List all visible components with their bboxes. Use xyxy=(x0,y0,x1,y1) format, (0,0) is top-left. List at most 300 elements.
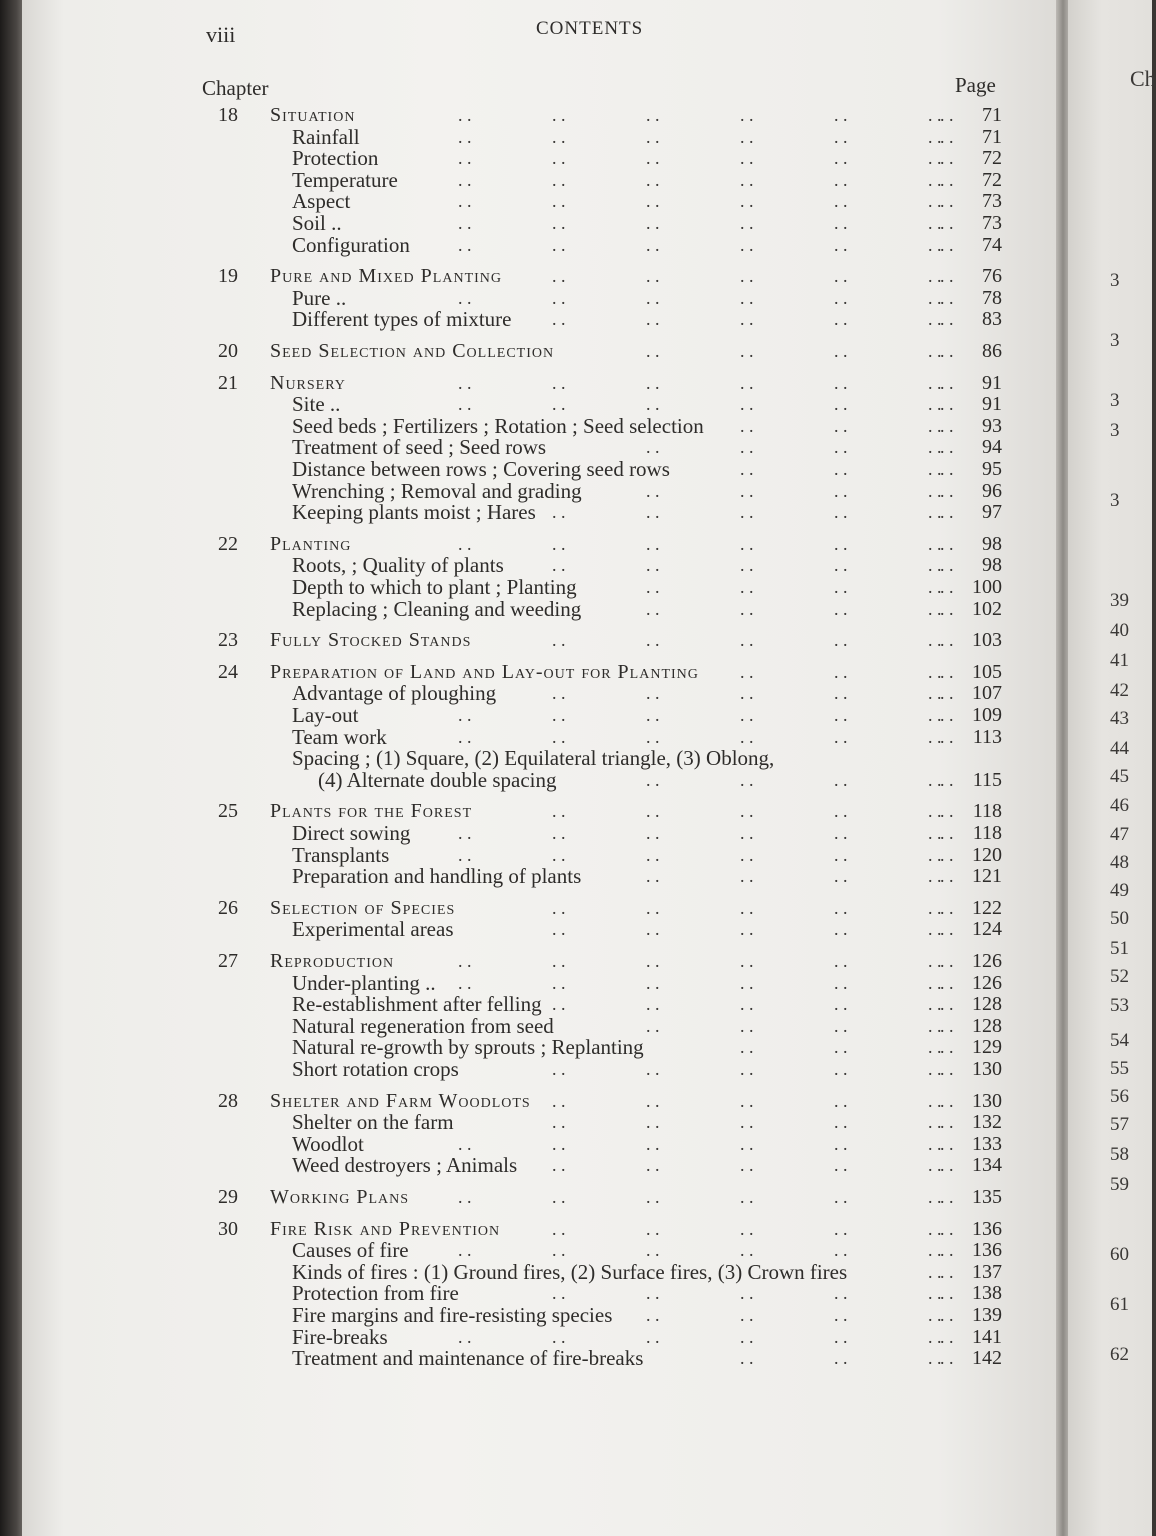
leader-dot: . . xyxy=(458,705,472,725)
leader-dot: . . xyxy=(940,1305,954,1325)
leader-dot: . . xyxy=(834,801,848,822)
chapter-number: 21 xyxy=(218,371,238,394)
leader-dot: . . xyxy=(928,341,942,361)
facing-page-number: 54 xyxy=(1110,1030,1129,1051)
leader-dot: . . xyxy=(646,437,660,458)
section-title: Temperature xyxy=(292,167,398,192)
leader-dot: . . xyxy=(928,1305,942,1325)
leader-dot: . . xyxy=(928,1348,942,1369)
leader-dot: . . xyxy=(646,394,660,415)
toc-section-row xyxy=(22,682,1062,704)
section-title: Protection from fire xyxy=(292,1281,459,1306)
toc-chapter-row xyxy=(22,104,1062,126)
leader-dot: . . xyxy=(834,598,848,619)
toc-chapter-row xyxy=(22,265,1062,287)
facing-page-number: 57 xyxy=(1110,1114,1129,1135)
leader-dot: . . xyxy=(928,972,942,993)
leader-dot: . . xyxy=(740,801,754,822)
section-title: Protection xyxy=(292,146,379,171)
leader-dot: . . xyxy=(834,1015,848,1036)
toc-section-row xyxy=(22,598,1062,620)
leader-dot: . . xyxy=(940,919,954,940)
page-number: 105 xyxy=(972,660,1002,683)
page-number: 134 xyxy=(972,1154,1002,1177)
leader-dot: . . xyxy=(458,726,472,747)
leader-dot: . . xyxy=(940,394,954,415)
leader-dot: . . xyxy=(740,897,754,918)
page-number: 103 xyxy=(972,629,1002,652)
leader-dot: . . xyxy=(940,533,954,554)
leader-dot: . . xyxy=(940,1348,954,1369)
leader-dot: . . xyxy=(834,1283,848,1304)
page-number: 96 xyxy=(982,479,1002,502)
leader-dot: . . xyxy=(928,1326,942,1347)
toc-section-row xyxy=(22,1347,1062,1369)
leader-dot: . . xyxy=(740,866,754,887)
leader-dot: . . xyxy=(834,169,848,190)
section-title: Lay-out xyxy=(292,703,359,727)
page-number: 91 xyxy=(982,371,1002,394)
leader-dot: . . xyxy=(552,1187,566,1207)
leader-dot: . . xyxy=(458,213,472,233)
page-number: 72 xyxy=(982,168,1002,191)
leader-dot: . . xyxy=(740,598,754,619)
chapter-title: Seed Selection and Collection xyxy=(270,340,555,362)
leader-dot: . . xyxy=(646,726,660,747)
toc-section-row xyxy=(22,865,1062,887)
facing-page-number: 3 xyxy=(1110,330,1120,351)
page-number: 139 xyxy=(972,1304,1002,1326)
toc-chapter-row xyxy=(22,533,1062,555)
leader-dot: . . xyxy=(940,823,954,843)
toc-section-row xyxy=(22,1133,1062,1155)
leader-dot: . . xyxy=(458,1240,472,1261)
page-number: 128 xyxy=(972,993,1002,1016)
leader-dot: . . xyxy=(740,372,754,393)
chapter-column-header: Chapter xyxy=(202,76,269,100)
toc-section-row xyxy=(22,769,1062,791)
leader-dot: . . xyxy=(740,480,754,501)
section-title: Soil .. xyxy=(292,211,342,235)
leader-dot: . . xyxy=(928,105,942,125)
leader-dot: . . xyxy=(646,1112,660,1133)
chapter-title: Selection of Species xyxy=(270,896,456,919)
leader-dot: . . xyxy=(834,480,848,501)
leader-dot: . . xyxy=(552,897,566,918)
chapter-title: Plants for the Forest xyxy=(270,800,473,823)
leader-dot: . . xyxy=(458,234,472,255)
facing-page-number: 45 xyxy=(1110,766,1129,787)
toc-chapter-row xyxy=(22,340,1062,362)
leader-dot: . . xyxy=(740,630,754,651)
leader-dot: . . xyxy=(552,126,566,147)
facing-page-number: 53 xyxy=(1110,995,1129,1016)
toc-section-row xyxy=(22,415,1062,437)
toc-section-row xyxy=(22,1036,1062,1058)
section-title: Under-planting .. xyxy=(292,970,436,995)
leader-dot: . . xyxy=(928,213,942,233)
leader-dot: . . xyxy=(834,287,848,308)
leader-dot: . . xyxy=(940,661,954,682)
leader-dot: . . xyxy=(646,372,660,393)
section-title: (4) Alternate double spacing xyxy=(318,767,557,792)
leader-dot: . . xyxy=(552,1283,566,1304)
leader-dot: . . xyxy=(928,191,942,212)
leader-dot: . . xyxy=(646,1059,660,1079)
leader-dot: . . xyxy=(928,394,942,415)
toc-section-row xyxy=(22,1154,1062,1176)
leader-dot: . . xyxy=(646,972,660,993)
leader-dot: . . xyxy=(940,951,954,971)
leader-dot: . . xyxy=(834,919,848,940)
leader-dot: . . xyxy=(940,1283,954,1304)
section-title: Distance between rows ; Covering seed rows xyxy=(292,457,670,481)
facing-page-number: 56 xyxy=(1110,1086,1129,1107)
leader-dot: . . xyxy=(940,866,954,887)
leader-dot: . . xyxy=(940,897,954,918)
page-number: 130 xyxy=(972,1089,1002,1112)
leader-dot: . . xyxy=(834,769,848,790)
facing-page-heading: Ch xyxy=(1130,66,1156,91)
leader-dot: . . xyxy=(940,1112,954,1133)
contents-page xyxy=(22,0,1062,1536)
leader-dot: . . xyxy=(740,1187,754,1207)
leader-dot: . . xyxy=(458,533,472,554)
facing-page-number: 51 xyxy=(1110,938,1129,959)
leader-dot: . . xyxy=(940,1037,954,1058)
leader-dot: . . xyxy=(928,126,942,147)
leader-dot: . . xyxy=(940,480,954,501)
leader-dot: . . xyxy=(940,1218,954,1239)
facing-page-number: 3 xyxy=(1110,490,1120,511)
page-number: 129 xyxy=(972,1036,1002,1059)
leader-dot: . . xyxy=(940,191,954,212)
leader-dot: . . xyxy=(834,1155,848,1176)
section-title: Depth to which to plant ; Planting xyxy=(292,575,577,599)
toc-chapter-row xyxy=(22,897,1062,919)
page-number: 86 xyxy=(982,340,1002,362)
leader-dot: . . xyxy=(928,1112,942,1133)
leader-dot: . . xyxy=(646,844,660,865)
leader-dot: . . xyxy=(928,234,942,255)
page-number: 83 xyxy=(982,308,1002,331)
leader-dot: . . xyxy=(834,1348,848,1369)
leader-dot: . . xyxy=(552,1218,566,1239)
leader-dot: . . xyxy=(740,1015,754,1036)
leader-dot: . . xyxy=(940,577,954,597)
leader-dot: . . xyxy=(552,801,566,822)
chapter-title: Fully Stocked Stands xyxy=(270,629,472,652)
leader-dot: . . xyxy=(834,341,848,361)
leader-dot: . . xyxy=(834,994,848,1015)
leader-dot: . . xyxy=(646,213,660,233)
leader-dot: . . xyxy=(940,502,954,523)
page-number: 137 xyxy=(972,1260,1002,1283)
leader-dot: . . xyxy=(458,1187,472,1207)
leader-dot: . . xyxy=(740,502,754,523)
leader-dot: . . xyxy=(552,372,566,393)
leader-dot: . . xyxy=(834,191,848,212)
leader-dot: . . xyxy=(834,309,848,330)
leader-dot: . . xyxy=(834,1090,848,1111)
leader-dot: . . xyxy=(928,1261,942,1282)
leader-dot: . . xyxy=(940,1015,954,1036)
leader-dot: . . xyxy=(740,394,754,415)
page-number: 120 xyxy=(972,843,1002,866)
leader-dot: . . xyxy=(834,459,848,479)
leader-dot: . . xyxy=(928,148,942,169)
leader-dot: . . xyxy=(458,1133,472,1154)
section-title: Treatment and maintenance of fire-breaks xyxy=(292,1346,644,1371)
leader-dot: . . xyxy=(646,480,660,501)
leader-dot: . . xyxy=(928,1283,942,1304)
chapter-number: 28 xyxy=(218,1089,238,1112)
leader-dot: . . xyxy=(834,502,848,523)
leader-dot: . . xyxy=(940,309,954,330)
leader-dot: . . xyxy=(834,1305,848,1325)
section-title: Advantage of ploughing xyxy=(292,681,497,706)
leader-dot: . . xyxy=(646,1090,660,1111)
leader-dot: . . xyxy=(740,1283,754,1304)
leader-dot: . . xyxy=(928,1187,942,1207)
leader-dot: . . xyxy=(646,191,660,212)
section-title: Direct sowing xyxy=(292,821,411,845)
leader-dot: . . xyxy=(928,866,942,887)
page-number: 102 xyxy=(972,597,1002,620)
leader-dot: . . xyxy=(834,1326,848,1347)
facing-page-number: 44 xyxy=(1110,738,1129,759)
leader-dot: . . xyxy=(928,480,942,501)
leader-dot: . . xyxy=(740,415,754,436)
chapter-number: 25 xyxy=(218,800,238,823)
toc-section-row xyxy=(22,501,1062,523)
leader-dot: . . xyxy=(928,577,942,597)
leader-dot: . . xyxy=(928,661,942,682)
page-number: 98 xyxy=(982,532,1002,555)
leader-dot: . . xyxy=(928,598,942,619)
page-number: 121 xyxy=(972,865,1002,888)
leader-dot: . . xyxy=(458,372,472,393)
facing-page-number: 46 xyxy=(1110,795,1129,816)
facing-page-number: 40 xyxy=(1110,620,1129,641)
leader-dot: . . xyxy=(552,1133,566,1154)
leader-dot: . . xyxy=(834,630,848,651)
leader-dot: . . xyxy=(740,213,754,233)
page-number: 124 xyxy=(972,918,1002,941)
leader-dot: . . xyxy=(928,1155,942,1176)
leader-dot: . . xyxy=(940,213,954,233)
toc-chapter-row xyxy=(22,950,1062,972)
leader-dot: . . xyxy=(928,801,942,822)
toc-section-row xyxy=(22,1111,1062,1133)
section-title: Replacing ; Cleaning and weeding xyxy=(292,596,582,621)
leader-dot: . . xyxy=(928,823,942,843)
leader-dot: . . xyxy=(552,287,566,308)
leader-dot: . . xyxy=(646,287,660,308)
leader-dot: . . xyxy=(940,844,954,865)
leader-dot: . . xyxy=(552,394,566,415)
leader-dot: . . xyxy=(646,705,660,725)
leader-dot: . . xyxy=(834,866,848,887)
leader-dot: . . xyxy=(646,309,660,330)
leader-dot: . . xyxy=(834,1112,848,1133)
leader-dot: . . xyxy=(646,105,660,125)
page-number: 98 xyxy=(982,554,1002,577)
toc-section-row xyxy=(22,1326,1062,1348)
toc-chapter-row xyxy=(22,800,1062,822)
leader-dot: . . xyxy=(646,1305,660,1325)
section-title: Team work xyxy=(292,724,387,749)
leader-dot: . . xyxy=(940,726,954,747)
leader-dot: . . xyxy=(458,394,472,415)
leader-dot: . . xyxy=(552,555,566,576)
section-title: Kinds of fires : (1) Ground fires, (2) Surface fires, (3) Crown fires xyxy=(292,1259,848,1284)
leader-dot: . . xyxy=(940,266,954,287)
leader-dot: . . xyxy=(834,705,848,725)
chapter-title: Preparation of Land and Lay-out for Planting xyxy=(270,660,699,683)
leader-dot: . . xyxy=(740,105,754,125)
leader-dot: . . xyxy=(552,533,566,554)
toc-section-row xyxy=(22,554,1062,576)
leader-dot: . . xyxy=(740,1112,754,1133)
leader-dot: . . xyxy=(458,169,472,190)
leader-dot: . . xyxy=(740,1240,754,1261)
leader-dot: . . xyxy=(646,801,660,822)
toc-section-row xyxy=(22,480,1062,502)
page-number: 142 xyxy=(972,1347,1002,1370)
leader-dot: . . xyxy=(834,897,848,918)
leader-dot: . . xyxy=(740,972,754,993)
leader-dot: . . xyxy=(834,213,848,233)
leader-dot: . . xyxy=(740,726,754,747)
page-folio: viii xyxy=(206,22,236,47)
section-title: Experimental areas xyxy=(292,917,454,942)
leader-dot: . . xyxy=(552,994,566,1015)
leader-dot: . . xyxy=(740,844,754,865)
leader-dot: . . xyxy=(940,994,954,1015)
leader-dot: . . xyxy=(646,1326,660,1347)
page-number: 94 xyxy=(982,436,1002,459)
leader-dot: . . xyxy=(646,148,660,169)
leader-dot: . . xyxy=(458,126,472,147)
page-number: 130 xyxy=(972,1058,1002,1080)
leader-dot: . . xyxy=(834,148,848,169)
leader-dot: . . xyxy=(740,437,754,458)
leader-dot: . . xyxy=(646,1015,660,1036)
page-number: 122 xyxy=(972,896,1002,919)
leader-dot: . . xyxy=(834,951,848,971)
leader-dot: . . xyxy=(928,1218,942,1239)
leader-dot: . . xyxy=(940,126,954,147)
toc-section-row xyxy=(22,822,1062,844)
leader-dot: . . xyxy=(940,1059,954,1079)
leader-dot: . . xyxy=(834,105,848,125)
leader-dot: . . xyxy=(646,866,660,887)
page-number: 133 xyxy=(972,1132,1002,1155)
page-number: 97 xyxy=(982,501,1002,524)
leader-dot: . . xyxy=(940,1261,954,1282)
leader-dot: . . xyxy=(552,951,566,971)
section-title: Fire-breaks xyxy=(292,1324,388,1349)
page-number: 72 xyxy=(982,147,1002,170)
leader-dot: . . xyxy=(646,994,660,1015)
leader-dot: . . xyxy=(834,234,848,255)
toc-section-row xyxy=(22,190,1062,212)
toc-section-row xyxy=(22,1282,1062,1304)
chapter-title: Fire Risk and Prevention xyxy=(270,1217,501,1240)
leader-dot: . . xyxy=(740,234,754,255)
leader-dot: . . xyxy=(940,287,954,308)
leader-dot: . . xyxy=(928,1090,942,1111)
facing-page-number: 49 xyxy=(1110,880,1129,901)
leader-dot: . . xyxy=(740,1218,754,1239)
leader-dot: . . xyxy=(834,726,848,747)
page-number: 113 xyxy=(972,725,1002,748)
facing-page-number: 42 xyxy=(1110,680,1129,701)
leader-dot: . . xyxy=(834,844,848,865)
leader-dot: . . xyxy=(552,683,566,704)
section-title: Different types of mixture xyxy=(292,307,512,332)
leader-dot: . . xyxy=(646,1218,660,1239)
facing-page-number: 39 xyxy=(1110,590,1129,611)
section-title: Fire margins and fire-resisting species xyxy=(292,1303,613,1327)
leader-dot: . . xyxy=(552,1059,566,1079)
leader-dot: . . xyxy=(928,309,942,330)
leader-dot: . . xyxy=(552,705,566,725)
leader-dot: . . xyxy=(458,951,472,971)
page-number: 73 xyxy=(982,212,1002,234)
chapter-title: Situation xyxy=(270,104,356,126)
leader-dot: . . xyxy=(940,1326,954,1347)
leader-dot: . . xyxy=(646,502,660,523)
toc-section-row xyxy=(22,1058,1062,1080)
leader-dot: . . xyxy=(928,287,942,308)
leader-dot: . . xyxy=(940,1187,954,1207)
leader-dot: . . xyxy=(940,769,954,790)
page-number: 141 xyxy=(972,1325,1002,1348)
leader-dot: . . xyxy=(740,126,754,147)
page-number: 136 xyxy=(972,1239,1002,1262)
leader-dot: . . xyxy=(552,148,566,169)
leader-dot: . . xyxy=(940,801,954,822)
leader-dot: . . xyxy=(740,309,754,330)
leader-dot: . . xyxy=(646,897,660,918)
facing-page-number: 3 xyxy=(1110,420,1120,441)
section-title: Preparation and handling of plants xyxy=(292,864,582,889)
leader-dot: . . xyxy=(940,1090,954,1111)
leader-dot: . . xyxy=(552,105,566,125)
leader-dot: . . xyxy=(940,683,954,704)
leader-dot: . . xyxy=(834,661,848,682)
page-number: 135 xyxy=(972,1186,1002,1208)
toc-chapter-row xyxy=(22,629,1062,651)
leader-dot: . . xyxy=(940,705,954,725)
leader-dot: . . xyxy=(646,769,660,790)
leader-dot: . . xyxy=(834,533,848,554)
section-title: Spacing ; (1) Square, (2) Equilateral triangle, (3) Oblong, xyxy=(292,746,775,771)
leader-dot: . . xyxy=(552,169,566,190)
leader-dot: . . xyxy=(940,341,954,361)
page-number: 115 xyxy=(972,768,1002,791)
chapter-title: Shelter and Farm Woodlots xyxy=(270,1089,531,1112)
leader-dot: . . xyxy=(646,1187,660,1207)
toc-chapter-row xyxy=(22,1218,1062,1240)
toc-section-row xyxy=(22,1304,1062,1326)
leader-dot: . . xyxy=(552,1240,566,1261)
leader-dot: . . xyxy=(834,1240,848,1261)
toc-section-row xyxy=(22,1239,1062,1261)
leader-dot: . . xyxy=(834,1133,848,1154)
